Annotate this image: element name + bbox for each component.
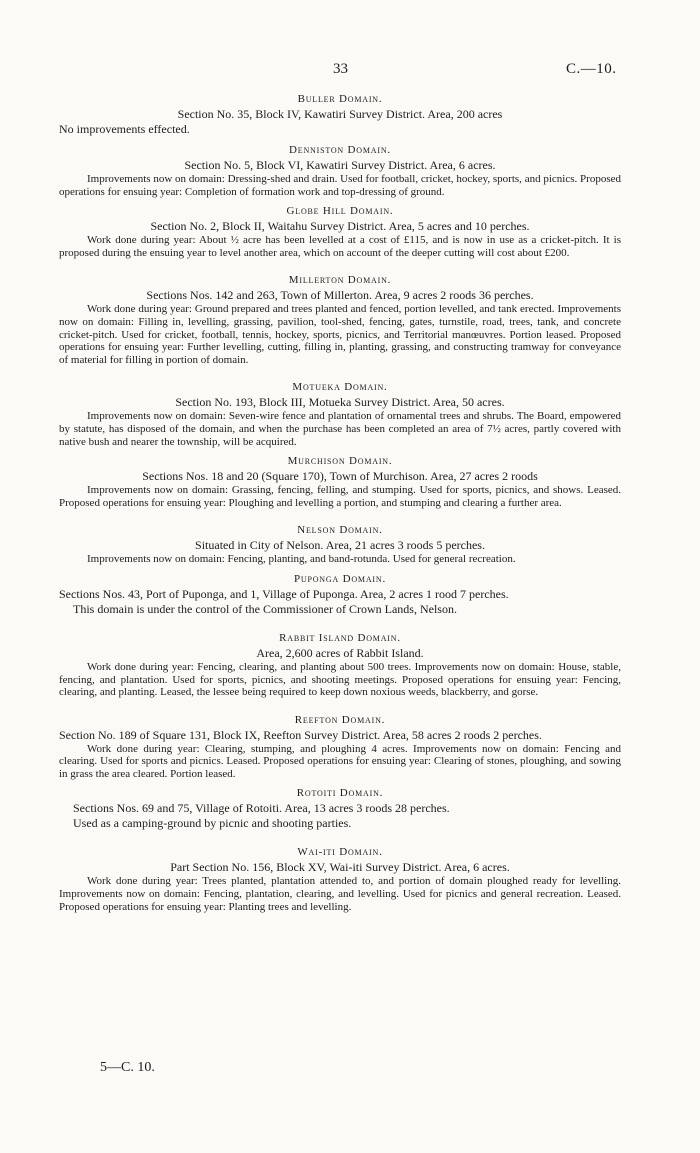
domain-text-rotoiti: Used as a camping-ground by picnic and shooting parties. <box>73 816 352 831</box>
domain-land-rotoiti: Sections Nos. 69 and 75, Village of Rotoiti. Area, 13 acres 3 roods 28 perches. <box>73 801 450 816</box>
domain-land-buller: Section No. 35, Block IV, Kawatiri Survey District. Area, 200 acres <box>177 107 503 121</box>
domain-text-millerton: Work done during year: Ground prepared and trees planted and fenced, portion levelled, and tank erected. Improvements now on domain: Filling in, levelling, grassing, pavilion, tool-shed, fencing, gates, turnstile, road, trees, tank, and concrete cricket-pitch. Used for cricket, football, tennis, hockey, sports, picnics, and Territorial manœuvres. Portion leased. Proposed operations for ensuing year: Further levelling, cutting, filling in, planting, grassing, and constructing tramway for conveyance of material for filling in portion of domain. <box>59 303 621 366</box>
domain-text-reefton: Work done during year: Clearing, stumping, and ploughing 4 acres. Improvements now on domain: Fencing and clearing. Used for sports and picnics. Leased. Proposed operations for ensuing year: Clearing of stones, ploughing, and sowing in grass the area cleared. Portion leased. <box>59 742 621 780</box>
domain-text-rabbit-island: Work done during year: Fencing, clearing, and planting about 500 trees. Improvements now on domain: House, stable, fencing, and plantation. Used for sports, picnics, and shooting meetings. Proposed operations for ensuing year: Fencing, clearing, and planting. Leased, the lessee being required to keep down noxious weeds, blackberry, and gorse. <box>59 660 621 699</box>
domain-heading-reefton: Reefton Domain. <box>294 713 386 726</box>
domain-heading-millerton: Millerton Domain. <box>288 274 392 287</box>
domain-heading-rabbit-island: Rabbit Island Domain. <box>279 631 401 644</box>
domain-text-nelson: Improvements now on domain: Fencing, planting, and band-rotunda. Used for general recreation. <box>87 553 516 566</box>
domain-land-denniston: Section No. 5, Block VI, Kawatiri Survey District. Area, 6 acres. <box>184 158 496 172</box>
domain-text-puponga: This domain is under the control of the Commissioner of Crown Lands, Nelson. <box>73 601 457 616</box>
domain-text-buller: No improvements effected. <box>59 122 190 136</box>
domain-text-globe-hill: Work done during year: About ½ acre has been levelled at a cost of £115, and is now in use as a cricket-pitch. It is proposed during the ensuing year to level another area, which on account of the deeper cutting will cost about £200. <box>59 234 621 259</box>
domain-heading-nelson: Nelson Domain. <box>297 524 383 537</box>
domain-land-murchison: Sections Nos. 18 and 20 (Square 170), Town of Murchison. Area, 27 acres 2 roods <box>142 469 538 484</box>
domain-heading-buller: Buller Domain. <box>297 93 383 105</box>
domain-land-motueka: Section No. 193, Block III, Motueka Survey District. Area, 50 acres. <box>175 395 505 410</box>
document-body <box>59 92 621 913</box>
domain-heading-wai-iti: Wai-iti Domain. <box>297 846 383 859</box>
domain-text-motueka: Improvements now on domain: Seven-wire fence and plantation of ornamental trees and shrubs. The Board, empowered by statute, has disposed of the domain, and when the purchase has been completed an area of 7½ acres, partly covered with native bush and nearer the township, will be acquired. <box>59 410 621 448</box>
domain-land-rabbit-island: Area, 2,600 acres of Rabbit Island. <box>256 645 424 660</box>
series-code: C.—10. <box>566 61 617 77</box>
page-number: 33 <box>333 61 348 77</box>
domain-text-murchison: Improvements now on domain: Grassing, fencing, felling, and stumping. Used for sports, picnics, and shows. Leased. Proposed operations for ensuing year: Ploughing and levelling a portion, and stumping and clearing a further area. <box>59 484 621 509</box>
domain-text-wai-iti: Work done during year: Trees planted, plantation attended to, and portion of domain ploughed ready for levelling. Improvements now on domain: Fencing, plantation, clearing, and levelling. Used for picnics and general recreation. Leased. Proposed operations for ensuing year: Planting trees and levelling. <box>59 875 621 913</box>
domain-heading-murchison: Murchison Domain. <box>287 455 393 468</box>
domain-land-puponga: Sections Nos. 43, Port of Puponga, and 1, Village of Puponga. Area, 2 acres 1 rood 7 perches. <box>59 586 509 601</box>
domain-land-nelson: Situated in City of Nelson. Area, 21 acres 3 roods 5 perches. <box>195 538 485 553</box>
domain-heading-denniston: Denniston Domain. <box>289 144 391 156</box>
domain-land-reefton: Section No. 189 of Square 131, Block IX, Reefton Survey District. Area, 58 acres 2 roods 2 perches. <box>59 727 542 742</box>
domain-land-globe-hill: Section No. 2, Block II, Waitahu Survey District. Area, 5 acres and 10 perches. <box>150 219 530 234</box>
domain-land-wai-iti: Part Section No. 156, Block XV, Wai-iti Survey District. Area, 6 acres. <box>170 860 510 875</box>
domain-text-denniston: Improvements now on domain: Dressing-shed and drain. Used for football, cricket, hockey, sports, and picnics. Proposed operations for ensuing year: Completion of formation work and top-dressing of ground. <box>59 173 621 198</box>
domain-heading-globe-hill: Globe Hill Domain. <box>286 205 394 218</box>
domain-heading-motueka: Motueka Domain. <box>292 381 388 394</box>
footer-signature: 5—C. 10. <box>100 1060 155 1075</box>
domain-heading-rotoiti: Rotoiti Domain. <box>296 787 384 800</box>
domain-heading-puponga: Puponga Domain. <box>293 572 386 585</box>
domain-land-millerton: Sections Nos. 142 and 263, Town of Millerton. Area, 9 acres 2 roods 36 perches. <box>146 288 534 303</box>
